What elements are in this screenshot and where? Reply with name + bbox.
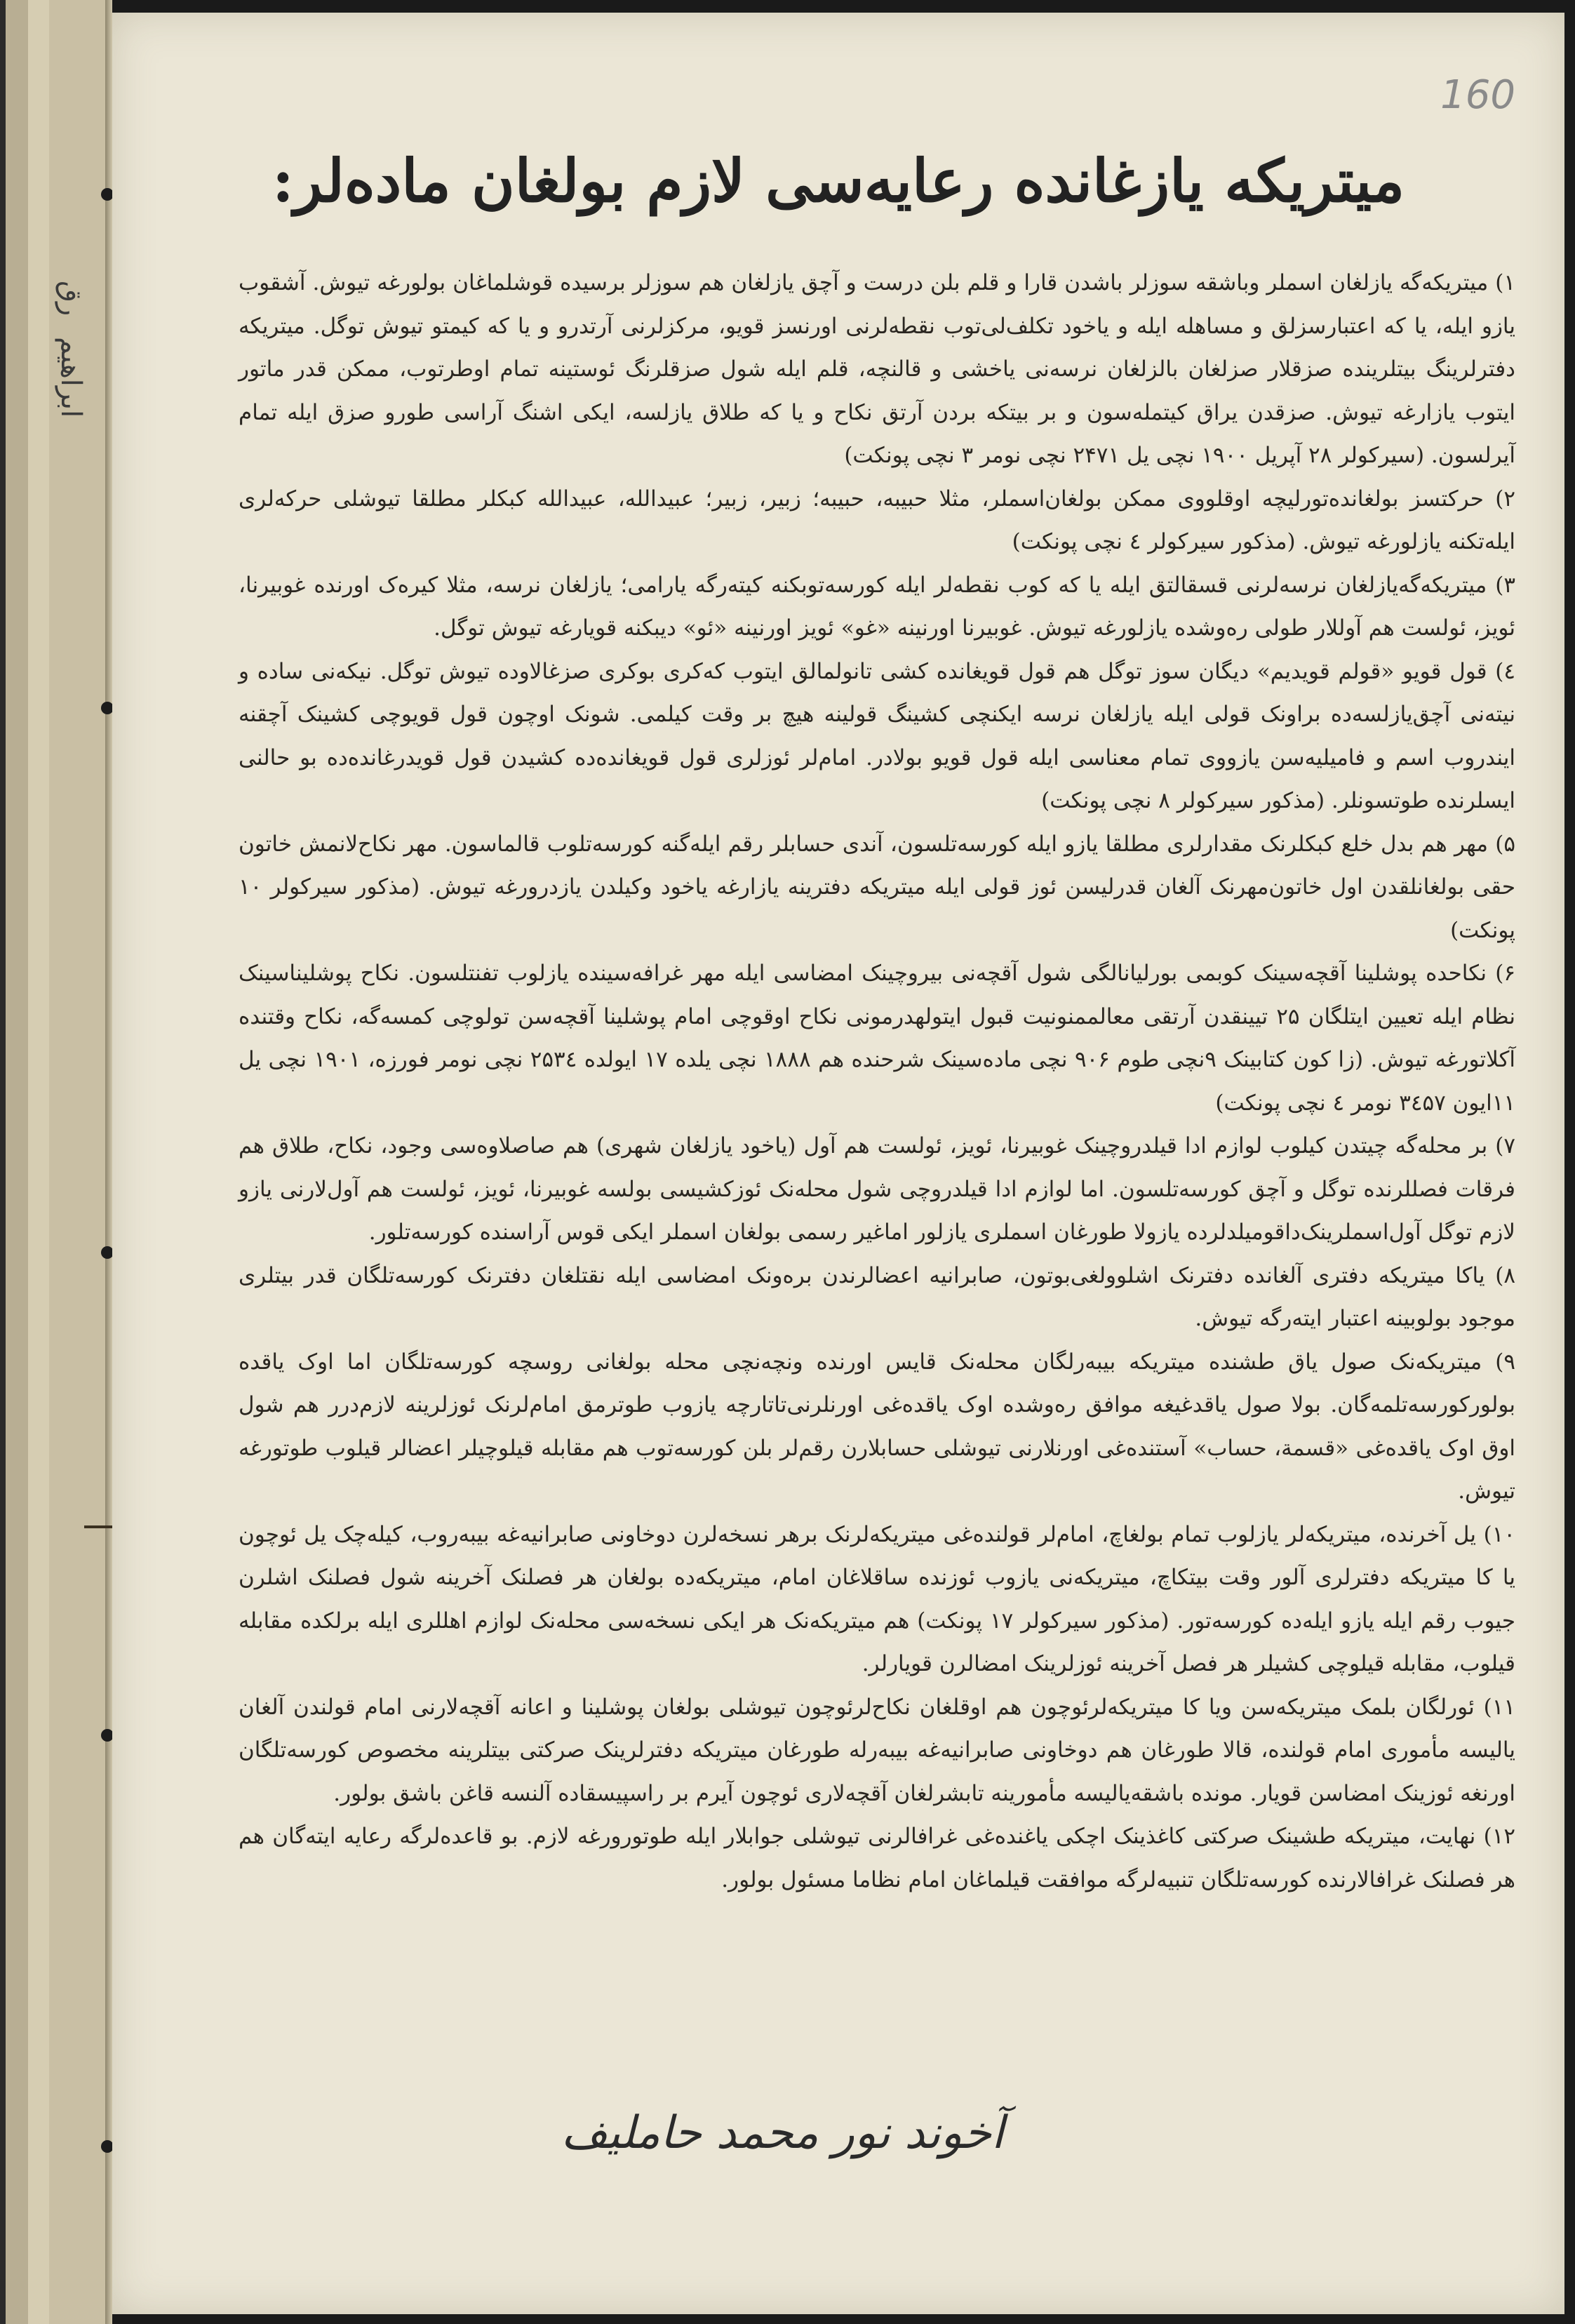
paragraph-11: ۱۱) ئورلگان بلمک میتریکه‌سن ویا کا میتریکه‌لرئوچون هم اوقلغان نکاح‌لرئوچون تیوشلی بولغان پوشلینا و اعانه آقچه‌لارنی امام قولندن آلغان یالیسه مأموری امام قولنده، قالا طورغان هم دوخاونی صابرانیه‌غه بیبه‌رله طورغان میتریکه دفترلرینک صرکتی بیتلرینه مخصوص کورسه‌تلگان اورنغه ئوزینک امضاسن قویار. مونده باشقه‌یالیسه مأمورینه تابشرلغان آقچه‌لاری ئوچون آیرم بر راسپیسقاده آلنسه قاغن باشق بولور. (239, 1694, 1515, 1806)
paragraph-2: ۲) حرکتسز بولغانده‌تورلیچه اوقلووی ممکن بولغان‌اسملر، مثلا حبیبه، حبیبه؛ زبیر، زبیر؛ عبیدالله، عبیدالله کبکلر مطلقا تیوشلی حرکه‌لری ایله‌تکنه یازلورغه تیوش. (مذکور سیرکولر ٤ نچی پونکت) (239, 486, 1515, 554)
paragraph-6: ۶) نکاحده پوشلینا آقچه‌سینک کوبمی بورلیانالگی شول آقچه‌نی بیروچینک امضاسی ایله مهر غرافه‌سینده یازلوب تفنتلسون. نکاح پوشلیناسینک نظام ایله تعیین ایتلگان ۲۵ تیینقدن آرتقی معالممنونیت قبول ایتولهدرمونی نکاح اوقوچی امام پوشلینا آقچه‌سن تولوچی کمسه‌گه، نکاح وقتنده آکلاتورغه تیوش. (زا کون کتابینک ۹نچی طوم ۹۰۶ نچی ماده‌سینک شرحنده هم ۱۸۸۸ نچی یلده ۱۷ ایولده ۲۵۳٤ نچی نومر فورزه، ۱۹۰۱ نچی یل ۱۱ایون ۳٤۵۷ نومر ٤ نچی پونکت) (239, 961, 1515, 1116)
paragraph-4: ٤) قول قویو «قولم قویدیم» دیگان سوز توگل هم قول قویغانده کشی تانولمالق ایتوب که‌کری بوکری صزغالاوده تیوش توگل. نیکه‌نی ساده و نیته‌نی آچق‌یازلسه‌ده براونک قولی ایله یازلغان نرسه ایکنچی کشینگ قولینه هیچ بر وقت کیلمی. شونک اوچون قول قویوچی کشینک آچقنه‌ ایندروب اسم و فامیلیه‌سن یازووی تمام معناسی ایله قول قویو بولادر. امام‌لر ئوزلری قول قویغانده‌ده کشیدن قول قویدرغانده‌ده بو حالنی ایسلرنده طوتسونلر. (مذکور سیرکولر ۸ نچی پونکت) (239, 658, 1515, 813)
paragraph-1: ۱) میتریکه‌گه یازلغان اسملر وباشقه سوزلر باشدن قارا و قلم بلن درست و آچق یازلغان هم سوزلر برسیده قوشلماغان بولورغه تیوش. آشقوب یازو ایله، یا که اعتبارسزلق و مساهله ایله و یاخود تکلف‌لی‌توب نقطه‌لرنی اورنسز قویو، مرکزلرنی آرتدرو و یا که کیمتو تیوش توگل. میتریکه دفترلرینگ بیتلرینده صزقلار صزلغان بالزلغان نرسه‌نی یاخشی و قالنچه، قلم ایله شول صزقلرنگ ئوستینه تمام اوطرتوب، ممکن قدر ماتور ایتوب یازارغه تیوش. صزقدن یراق کیتمله‌سون و بر بیتکه بردن آرتق نکاح و یا که طلاق یازلسه، ایکی اشنگ آراسی طورو صزق ایله تمام آیرلسون. (سیرکولر ۲۸ آپریل ۱۹۰۰ نچی یل ۲۴۷۱ نچی نومر ۳ نچی پونکت) (239, 270, 1515, 468)
page-number: 160 (1440, 72, 1515, 118)
paragraph-7: ۷) بر محله‌گه چیتدن کیلوب لوازم ادا قیلدروچینک غوبیرنا، ئویز، ئولست هم آول (یاخود یازلغان شهری) هم صاصلاوه‌سی وجود، نکاح، طلاق هم فرقات فصللرنده توگل و آچق کورسه‌تلسون. اما لوازم ادا قیلدروچی شول محله‌نک ئوزکشیسی بولسه غوبیرنا، ئویز، ئولست هم آول‌لارنی یازو لازم توگل آول‌اسملرینک‌داقومیلدلرده یازولا طورغان اسملری یازلور اماغیر رسمی بولغان اسملر ایکی قوس آراسنده کورسه‌تلور. (239, 1133, 1515, 1245)
paragraph-9: ۹) میتریکه‌نک صول یاق طشنده میتریکه بیبه‌رلگان محله‌نک قایس اورنده ونچه‌نچی محله بولغانی روسچه کورسه‌تلگان اما اوک یاقده بولورکورسه‌تلمه‌گان. بولا صول یاقدغیغه موافق ره‌وشده اوک یاقده‌غی اورنلرنی‌تاتارچه یازوب طوترمق امام‌لرنک ئوزلرینه لازم‌درر هم شول اوق اوک یاقده‌غی «قسمة، حساب» آستنده‌غی اورنلارنی تیوشلی حسابلارن رقم‌لر بلن کورسه‌توب هم مقابله قیلوچیلر اعضالر قیلوب طوتورغه تیوش. (239, 1349, 1515, 1504)
paragraph-12: ۱۲) نهایت، میتریکه طشینک صرکتی کاغذینک اچکی یاغنده‌غی غرافالرنی تیوشلی جوابلار ایله طوتورورغه لازم. بو قاعده‌لرگه رعایه ایته‌گان هم هر فصلنک غرافالارنده کورسه‌تلگان تنبیه‌لرگه موافقت قیلماغان امام نظاما مسئول بولور. (239, 1824, 1515, 1892)
paragraph-8: ۸) یا‌کا میتریکه دفتری آلغانده دفترنک اشلوولغی‌بوتون، صابرانیه اعضالرندن بره‌ونک امضاسی ایله نقتلغان دفترنک کورسه‌تلگان قدر بیتلری موجود بولوبینه اعتبار ایته‌رگه تیوش. (239, 1262, 1515, 1331)
paragraph-3: ۳) میتریکه‌گه‌یازلغان نرسه‌لرنی قسقالتق ایله یا که کوب نقطه‌لر ایله کورسه‌توبکنه کیته‌رگه یارامی؛ یازلغان نرسه، مثلا کیره‌ک اورنده غوبیرنا، ئویز، ئولست هم آوللار طولی ره‌وشده یازلورغه تیوش. غوبیرنا اورنینه «غو» ئویز اورنینه «ئو» دیبکنه قویارغه تیوش توگل. (239, 572, 1515, 641)
binding-edge (105, 0, 112, 2324)
paragraph-5: ۵) مهر هم بدل خلع کبکلرنک مقدارلری مطلقا یازو ایله کورسه‌تلسون، آندی حسابلر رقم ایله‌گنه کورسه‌تلوب قالماسون. مهر نکاح‌لانمش خاتون حقی بولغانلقدن اول خاتون‌مهرنک آلغان قدرلیسن ئوز قولی ایله میتریکه دفترینه یازارغه یاخود وکیلدن یازدرورغه تیوش. (مذکور سیرکولر ۱۰ پونکت) (239, 831, 1515, 943)
margin-note-1: رق (55, 281, 87, 316)
document-page (112, 13, 1564, 2314)
signature: آخوند نور محمد حاملیف (561, 2107, 1004, 2159)
page-title: میتریکه یازغانده رعایه‌سی لازم بولغان ماده‌لر: (272, 146, 1405, 215)
document-body (239, 262, 1515, 1902)
margin-note-2: ابراهیم (55, 337, 87, 418)
paragraph-10: ۱۰) یل آخرنده، میتریکه‌لر یازلوب تمام بولغاچ، امام‌لر قولنده‌غی میتریکه‌لرنک برهر نسخه‌لرن دوخاونی صابرانیه‌غه بیبه‌روب، کیله‌چک یل ئوچون یا کا میتریکه دفترلری آلور وقت بیتکاچ، میتریکه‌نی یازوب ئوزنده ساقلاغان امام، میتریکه‌ده بولغان هر فصلنک آخرینه شول فصلنک اشلرن جیوب رقم ایله یازو ایله‌ده کورسه‌تور. (مذکور سیرکولر ۱۷ پونکت) هم میتریکه‌نک هر ایکی نسخه‌سی محله‌نک لوازم اهللری ایله برلکده مقابله قیلوب، مقابله قیلوچی کشیلر هر فصل آخرینه ئوزلرینک امضالرن قویارلر. (239, 1521, 1515, 1676)
